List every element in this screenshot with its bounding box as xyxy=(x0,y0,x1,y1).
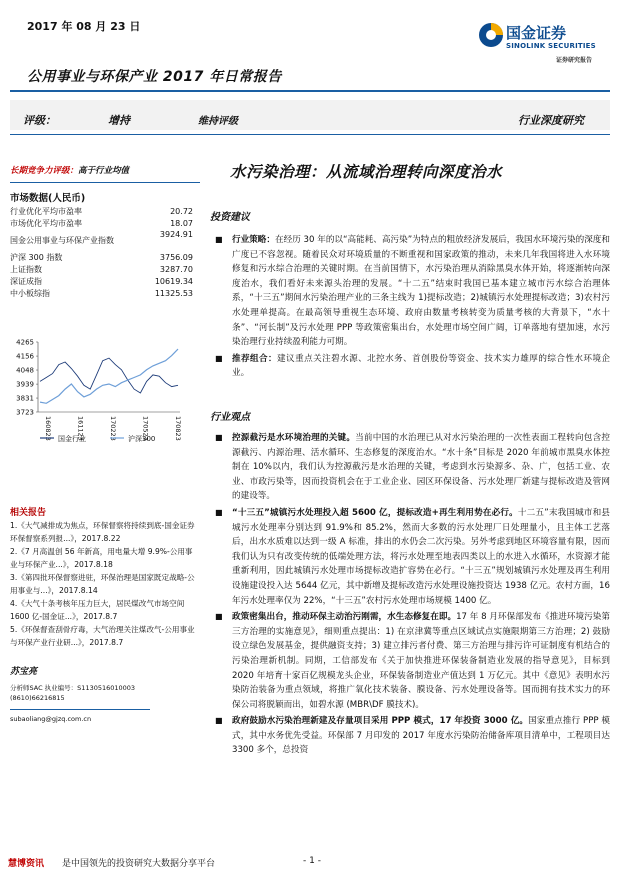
market-value: 11325.53 xyxy=(154,289,193,298)
related-reports-heading: 相关报告 xyxy=(10,508,47,518)
rating-label: 评级： xyxy=(23,114,56,127)
paragraph xyxy=(215,506,610,608)
long-term-rating-value: 高于行业均值 xyxy=(78,166,130,176)
list-item[interactable]: 1.《大气减排成为焦点，环保督察将持续到底-国金证券环保督察系列报...》，2017.8.22 xyxy=(10,521,195,544)
paragraph xyxy=(215,610,610,712)
y-tick-label: 3723 xyxy=(16,408,34,417)
market-data-table xyxy=(10,206,195,300)
series-line-0 xyxy=(40,358,178,393)
legend-label: 沪深300 xyxy=(128,435,156,443)
paragraph-lead: 推荐组合： xyxy=(232,353,278,364)
logo-english: SINOLINK SECURITIES xyxy=(506,42,596,50)
analyst-rule xyxy=(10,709,150,710)
analyst-role: 分析师SAC 执业编号：S1130516010003 xyxy=(10,684,136,692)
paragraph-lead: 政府鼓励水污染治理新建及存量项目采用 PPP 模式，17 年投资 3000 亿。 xyxy=(232,716,529,727)
x-tick-label: 170523 xyxy=(141,416,150,441)
market-label: 中小板综指 xyxy=(10,289,50,298)
analyst-contact xyxy=(10,683,150,724)
bullet-icon: ■ xyxy=(215,433,223,442)
market-value: 10619.34 xyxy=(154,277,193,286)
paragraph-text: 建议重点关注碧水源、北控水务、首创股份等资金、技术实力雄厚的综合性水环境企业。 xyxy=(232,353,610,379)
market-label: 市场优化平均市盈率 xyxy=(10,219,82,228)
investment-advice xyxy=(215,233,610,381)
paragraph-lead: 控源截污是水环境治理的关键。 xyxy=(232,433,356,443)
paragraph xyxy=(215,352,610,381)
paragraph-text: 十二五”末我国城市和县城污水处理率分别达到 91.9%和 85.2%，然而大多数的污水处理厂日处理量小，且主体工艺落后，出水水质难以达到一级 A 标准，排出的水仍会二次污染。另外考虑到地区环境容量有限，因而我们认为只有改变传统的低端处理方法，将污水处理至地表四类以上的水进入水循环，水资源才能重新利用，因此城镇污水处理市场提标改造扩容势在必行。“十三五”规划城镇污水处理及再生利用设施建设投入达 5644 亿元，其中新增及提标改造污水处理设施投资达 1938 亿元。农村方面，16 年污水处理率仅为 22%，“十三五”农村污水处理市场规模 1400 亿。 xyxy=(232,507,611,606)
paragraph-text: 17 年 8 月环保部发布《推进环境污染第三方治理的实施意见》，细则重点提出：1) 在京津冀等重点区域试点实施限期第三方治理；2) 鼓励设立绿色发展基金，提供融资支持；3) 建立排污者付费、第三方治理与排污许可证制度有机结合的污染治理新机制。同期，工信部发布《关于加快推进环保装备制造业发展的指导意见》，目标到 2020 年培育十家百亿规模龙头企业，环保装备制造业产值达到 1 万亿元。其中《意见》表明水污染防治装备为重点领域，将推广氧化技术装备、膜设备、污水处理设备等。国而拥有技术实力的环保公司将脱颖而出，如碧水源 (MBR\DF 膜技术)。 xyxy=(232,612,610,710)
related-reports-list xyxy=(10,519,200,649)
analyst-phone: (8610)66216815 xyxy=(10,694,65,702)
paragraph-lead: 政策密集出台，推动环保主动治污刚需，水生态修复在即。 xyxy=(232,612,457,623)
paragraph-text: 当前中国的水治理已从对水污染治理的一次性表面工程转向包含控源截污、内源治理、活水循环、生态修复的深度治水。“水十条”目标是 2020 年前城市黑臭水体控制在 10%以内，我们认为控源截污是水治理的关键，考虑到水污染源多、杂、广，包括工业、农业、市政污染等，因而投资机会在于工业企业、园区环保设备、污水处理厂新建与提标改造及管网的建设等。 xyxy=(232,433,610,502)
market-label: 行业优化平均市盈率 xyxy=(10,207,82,216)
y-tick-label: 3831 xyxy=(16,394,34,403)
table-row xyxy=(10,252,195,264)
legend-label: 国金行业 xyxy=(58,435,86,443)
paragraph-text: 国家重点推行 PPP 模式，其中水务优先受益。环保部 7 月印发的 2017 年度水污染防治储备库项目清单中，工程项目达 3300 多个，总投资 xyxy=(232,716,610,756)
industry-views xyxy=(215,431,610,758)
market-label: 深证成指 xyxy=(10,277,42,286)
paragraph xyxy=(215,714,610,758)
paragraph-text: 在经历 30 年的以“高能耗、高污染”为特点的粗放经济发展后，我国水环境污染的深度和广度已不容忽视。随着民众对环境质量的不断重视和国家政策的推动，未来几年我国将进入水环境修复和污水综合治理的关键时期。在当前国情下，水污染治理从消除黑臭水体开始，将逐渐转向深度治水，我们看好未来源头治理的发展。“十二五”结束时我国已基本建立城市污水综合治理体系，“十三五”期间水污染治理产业的三条主线为 1)提标改造；2)城镇污水处理提标改造；3)农村污水处理单提高。在最高领导重视生态环境、政府由数量考核转变为质量考核的大背景下，“水十条”、“河长制”及污水处理 PPP 等政策密集出台，水处理市场空间广阔，订单落地有望加速，水污染治理行业持续盈利能力可期。 xyxy=(232,235,610,348)
market-value: 18.07 xyxy=(170,219,193,228)
y-tick-label: 4265 xyxy=(16,338,34,347)
market-data-heading: 市场数据(人民币) xyxy=(10,193,86,204)
bullet-icon: ■ xyxy=(215,612,223,622)
table-row xyxy=(10,218,195,230)
bullet-icon: ■ xyxy=(215,507,223,517)
bullet-icon: ■ xyxy=(215,716,223,726)
rating-maintain: 维持评级 xyxy=(198,116,238,127)
report-type: 行业深度研究 xyxy=(518,114,584,127)
market-value: 3924.91 xyxy=(159,230,193,239)
x-tick-label: 170223 xyxy=(109,416,117,441)
page-title: 水污染治理：从流域治理转向深度治水 xyxy=(230,163,503,181)
logo-name: 国金证券 xyxy=(506,24,567,42)
analyst-name: 苏宝亮 xyxy=(10,667,38,677)
list-item[interactable]: 5.《环保督查刮骨疗毒，大气治理关注煤改气-公用事业与环保产业行业研...》，2017.8.7 xyxy=(10,625,195,648)
paragraph-lead: 行业策略： xyxy=(232,235,276,245)
x-tick-label: 160823 xyxy=(44,416,52,441)
y-tick-label: 4048 xyxy=(16,366,34,375)
paragraph-lead: “十三五”城镇污水处理投入超 5600 亿，提标改造+再生利用势在必行。 xyxy=(232,507,518,518)
market-value: 3756.09 xyxy=(159,253,193,262)
list-item[interactable]: 4.《大气十条考核年压力巨大，居民煤改气市场空间 1600 亿-国金证...》，2017.8.7 xyxy=(10,599,185,622)
list-item[interactable]: 2.《7 月高温创 56 年新高，用电量大增 9.9%-公用事业与环保产业...》，2017.8.18 xyxy=(10,547,193,570)
market-value: 3287.70 xyxy=(159,265,193,274)
x-tick-label: 161123 xyxy=(76,416,85,441)
table-row xyxy=(10,206,195,218)
y-tick-label: 4156 xyxy=(16,352,34,361)
paragraph xyxy=(215,233,610,350)
report-series-title: 公用事业与环保产业 2017 年日常报告 xyxy=(27,69,282,85)
x-tick-label: 170823 xyxy=(174,416,182,441)
sidebar-rule xyxy=(10,182,200,183)
table-row xyxy=(10,276,195,288)
analyst-block xyxy=(10,664,200,724)
paragraph xyxy=(215,431,610,504)
list-item[interactable]: 3.《第四批环保督察进驻，环保治理是国家既定战略-公用事业与...》，2017.8.14 xyxy=(10,573,195,596)
analyst-email[interactable]: subaoliang@gjzq.com.cn xyxy=(10,715,92,723)
index-line-chart xyxy=(10,334,200,484)
logo-subtitle: 证券研究报告 xyxy=(556,57,593,64)
table-row xyxy=(10,264,195,276)
header-rule xyxy=(10,90,610,92)
market-label: 上证指数 xyxy=(10,265,42,274)
bullet-icon: ■ xyxy=(215,235,223,244)
footer-text: 是中国领先的投资研究大数据分享平台 xyxy=(62,859,216,869)
rating-value: 增持 xyxy=(108,114,130,127)
section-heading: 行业观点 xyxy=(210,412,250,423)
long-term-rating-label: 长期竞争力评级： xyxy=(10,166,79,176)
y-tick-label: 3939 xyxy=(16,380,34,389)
market-label: 国金公用事业与环保产业指数 xyxy=(10,236,114,245)
sinolink-logo-icon xyxy=(478,22,504,48)
table-row xyxy=(10,288,195,300)
bullet-icon: ■ xyxy=(215,353,223,363)
market-value: 20.72 xyxy=(170,207,193,216)
market-label: 沪深 300 指数 xyxy=(10,253,63,262)
rating-rule xyxy=(10,134,610,135)
table-row xyxy=(10,230,195,252)
report-date: 2017 年 08 月 23 日 xyxy=(27,20,141,33)
section-heading: 投资建议 xyxy=(210,212,250,223)
page-number: - 1 - xyxy=(303,856,321,866)
long-term-rating xyxy=(10,164,129,176)
footer-brand[interactable]: 慧博资讯 xyxy=(8,859,45,869)
